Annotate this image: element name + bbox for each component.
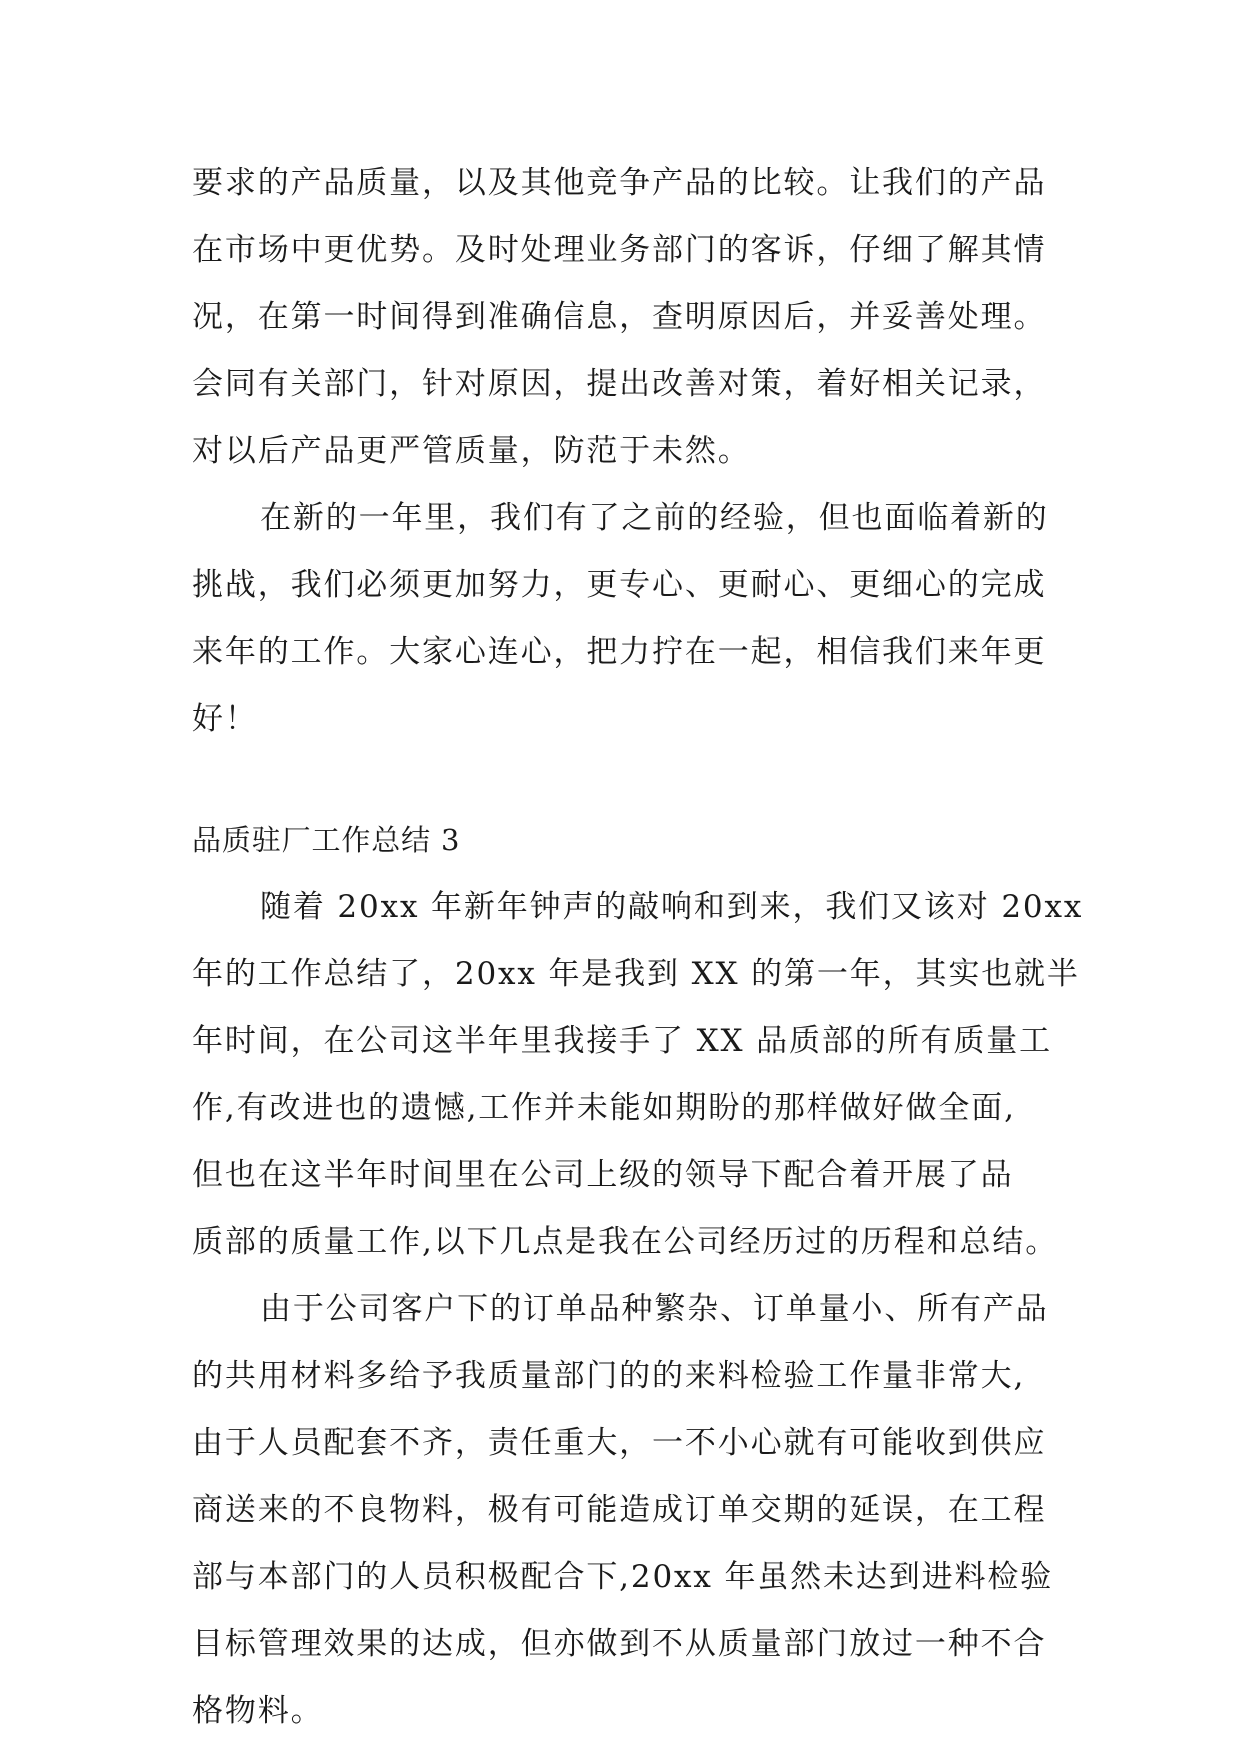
text-line: 随着 20xx 年新年钟声的敲响和到来，我们又该对 20xx (260, 889, 1084, 925)
text-line: 质部的质量工作,以下几点是我在公司经历过的历程和总结。 (192, 1224, 1059, 1260)
text-line: 但也在这半年时间里在公司上级的领导下配合着开展了品 (192, 1157, 1014, 1193)
paragraph-1 (192, 150, 1052, 485)
text-line: 年时间，在公司这半年里我接手了 XX 品质部的所有质量工 (192, 1023, 1052, 1059)
text-line: 年的工作总结了，20xx 年是我到 XX 的第一年，其实也就半 (192, 956, 1080, 992)
text-line: 在市场中更优势。及时处理业务部门的客诉，仔细了解其情 (192, 232, 1047, 268)
text-line: 商送来的不良物料，极有可能造成订单交期的延误，在工程 (192, 1492, 1047, 1528)
text-line: 会同有关部门，针对原因，提出改善对策，着好相关记录， (192, 366, 1047, 402)
text-line: 目标管理效果的达成，但亦做到不从质量部门放过一种不合 (192, 1626, 1047, 1662)
text-line: 来年的工作。大家心连心，把力拧在一起，相信我们来年更 (192, 634, 1047, 670)
paragraph-3 (192, 874, 1084, 1276)
paragraph-2 (192, 485, 1052, 753)
section-heading: 品质驻厂工作总结 3 (192, 823, 461, 857)
text-line: 好！ (192, 701, 258, 737)
paragraph-4 (192, 1276, 1052, 1745)
text-line: 由于人员配套不齐，责任重大，一不小心就有可能收到供应 (192, 1425, 1047, 1461)
text-line: 格物料。 (192, 1693, 324, 1729)
text-line: 在新的一年里，我们有了之前的经验，但也面临着新的 (260, 500, 1049, 536)
text-line: 由于公司客户下的订单品种繁杂、订单量小、所有产品 (260, 1291, 1049, 1327)
text-line: 对以后产品更严管质量，防范于未然。 (192, 433, 751, 469)
section-gap (192, 753, 1052, 807)
text-line: 况，在第一时间得到准确信息，查明原因后，并妥善处理。 (192, 299, 1047, 335)
text-line: 挑战，我们必须更加努力，更专心、更耐心、更细心的完成 (192, 567, 1047, 603)
text-line: 的共用材料多给予我质量部门的的来料检验工作量非常大, (192, 1358, 1026, 1394)
text-line: 部与本部门的人员积极配合下,20xx 年虽然未达到进料检验 (192, 1559, 1054, 1595)
text-line: 要求的产品质量，以及其他竞争产品的比较。让我们的产品 (192, 165, 1047, 201)
text-line: 作,有改进也的遗憾,工作并未能如期盼的那样做好做全面, (192, 1090, 1016, 1126)
document-body (192, 150, 1084, 1745)
